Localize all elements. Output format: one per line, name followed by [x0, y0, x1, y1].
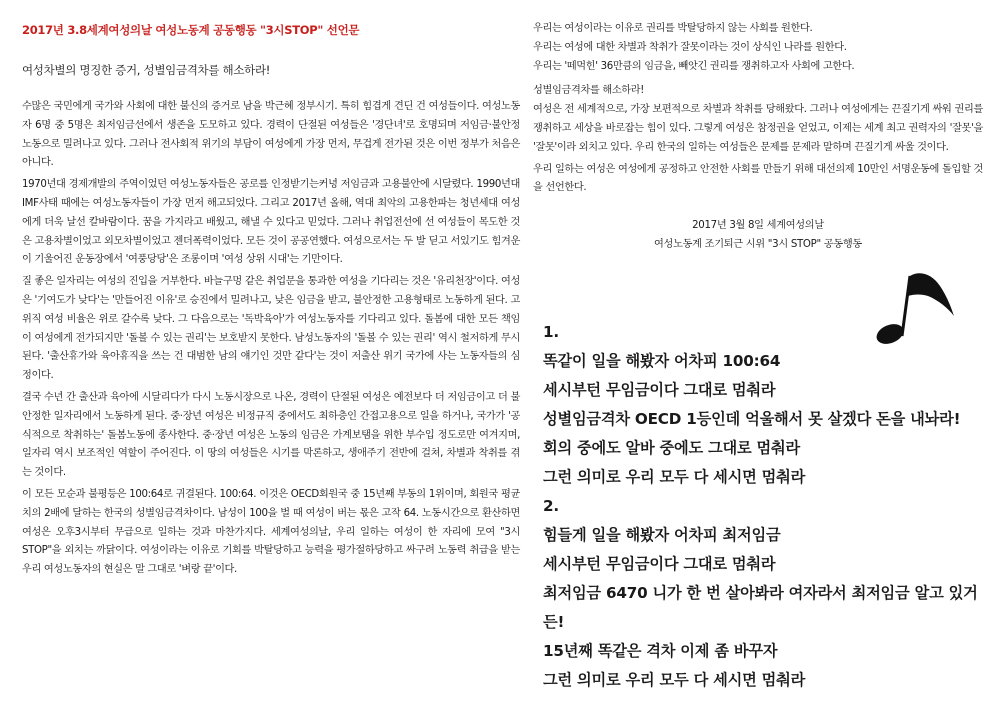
lyric-line: 힘들게 일을 해봤자 어차피 최저임금 [543, 526, 781, 544]
paragraph-1: 수많은 국민에게 국가와 사회에 대한 불신의 증거로 남을 박근혜 정부시기. 특히 힘겹게 견딘 건 여성들이다. 여성노동자 6명 중 5명은 최저임금선에서 생존을 도모하고 있다. 경력이 단절된 여성들은 '경단녀'로 호명되며 저임금·불안정 노동으로 밀려나고 있다. 그러나 전사회적 위기의 부담이 여성에게 가장 먼저, 무겁게 전가된 것은 이번 정부가 처음은 아니다. [22, 101, 520, 169]
demands-list [533, 20, 983, 76]
lyric-line: 그런 의미로 우리 모두 다 세시면 멈춰라 [543, 468, 806, 486]
lyric-line: 세시부턴 무임금이다 그대로 멈춰라 [543, 381, 776, 399]
paragraph-2: 1970년대 경제개발의 주역이었던 여성노동자들은 공로를 인정받기는커녕 저임금과 고용불안에 시달렸다. 1990년대 IMF사태 때에는 여성노동자들이 가장 먼저 해고되었다. 그리고 2017년 올해, 역대 최악의 고용한파는 청년세대 여성에게 더욱 날선 칼바람이다. 꿈을 가지라고 배웠고, 해낼 수 있다고 믿었다. 그러나 취업전선에 선 여성들이 목도한 것은 고용차별이었고 외모차별이었고 젠더폭력이었다. 모든 것이 공공연했다. 여성으로서는 두 발 딛고 서있기도 힘겨운 이 기울어진 운동장에서 '여풍당당'은 조롱이며 '여성 상위 시대'는 기만이다. [22, 179, 520, 266]
verse-2-number: 2. [543, 497, 559, 515]
signature [533, 216, 983, 254]
declaration-left-column [22, 22, 520, 583]
right-paragraph-2: 우리 일하는 여성은 여성에게 공정하고 안전한 사회를 만들기 위해 대선의제 10만인 서명운동에 돌입할 것을 선언한다. [533, 163, 983, 194]
lyric-line: 15년째 똑같은 격차 이제 좀 바꾸자 [543, 642, 778, 660]
document-title: 2017년 3.8세계여성의날 여성노동계 공동행동 "3시STOP" 선언문 [22, 23, 360, 37]
lyric-line: 회의 중에도 알바 중에도 그대로 멈춰라 [543, 439, 800, 457]
section-heading: 성별임금격차를 해소하라! [533, 85, 645, 97]
demand-line-3: 우리는 '떼먹힌' 36만큼의 임금을, 빼앗긴 권리를 쟁취하고자 사회에 고한다. [533, 60, 855, 72]
lyric-line: 그런 의미로 우리 모두 다 세시면 멈춰라 [543, 671, 806, 689]
paragraph-5: 이 모든 모순과 불평등은 100:64로 귀결된다. 100:64. 이것은 OECD회원국 중 15년째 부동의 1위이며, 회원국 평균치의 2배에 달하는 한국의 성별임금격차이다. 남성이 100을 벌 때 여성이 버는 몫은 고작 64. 노동시간으로 환산하면 여성은 오후3시부터 무급으로 일하는 것과 마찬가지다. 세계여성의날, 우리 일하는 여성이 한 자리에 모여 "3시 STOP"을 외치는 까닭이다. 여성이라는 이유로 기회를 박탈당하고 능력을 평가절하당하고 싸구려 노동력 취급을 받는 우리 여성노동자의 현실은 말 그대로 '벼랑 끝'이다. [22, 488, 520, 576]
paragraph-3: 질 좋은 일자리는 여성의 진입을 거부한다. 바늘구멍 같은 취업문을 통과한 여성을 기다리는 것은 '유리천장'이다. 여성은 '기여도가 낮다'는 '만들어진 이유'로 승진에서 밀려나고, 낮은 임금을 받고, 불안정한 고용형태로 노동하게 된다. 고위직 여성 비율은 위로 갈수록 낮다. 그 다음으로는 '독박육아'가 여성노동자를 기다리고 있다. 돌봄에 대한 모든 책임이 여성에게 전가되지만 '돌볼 수 있는 권리'는 보호받지 못한다. 남성노동자의 '돌볼 수 있는 권리' 역시 철저하게 무시된다. '출산휴가와 육아휴직을 쓰는 건 대범한 남의 얘기인 것만 같다'는 것이 저출산 위기 국가에 사는 노동자들의 심정이다. [22, 276, 520, 382]
lyric-line: 세시부턴 무임금이다 그대로 멈춰라 [543, 555, 776, 573]
document-subtitle: 여성차별의 명징한 증거, 성별임금격차를 해소하라! [22, 63, 271, 77]
verse-1-number: 1. [543, 323, 559, 341]
signature-organization: 여성노동계 조기퇴근 시위 "3시 STOP" 공동행동 [654, 239, 862, 251]
song-lyrics [543, 318, 993, 695]
paragraph-4: 결국 수년 간 출산과 육아에 시달리다가 다시 노동시장으로 나온, 경력이 단절된 여성은 예전보다 더 저임금이고 더 불안정한 일자리에서 노동하게 된다. 중·장년 여성은 비정규직 중에서도 최하층인 간접고용으로 일을 하거나, 국가가 '공식적으로 착취하는' 돌봄노동에 종사한다. 중·장년 여성은 노동의 임금은 가계보탬을 위한 부수입 정도로만 여겨지며, 일자리 역시 보조적인 역할이 주어진다. 이 땅의 여성들은 시기를 막론하고, 생애주기 전반에 걸쳐, 차별과 착취를 겪는 것이다. [22, 391, 520, 479]
signature-date: 2017년 3월 8일 세계여성의날 [692, 220, 824, 232]
demand-line-2: 우리는 여성에 대한 차별과 착취가 잘못이라는 것이 상식인 나라를 원한다. [533, 41, 847, 53]
lyric-line: 성별임금격차 OECD 1등인데 억울해서 못 살겠다 돈을 내놔라! [543, 410, 961, 428]
declaration-right-column [533, 20, 983, 254]
right-paragraph-1: 여성은 전 세계적으로, 가장 보편적으로 차별과 착취를 당해왔다. 그러나 여성에게는 끈질기게 싸워 권리를 쟁취하고 세상을 바로잡는 힘이 있다. 그렇게 여성은 참정권을 얻었고, 이제는 세계 최고 권력자의 '잘못'을 '잘못'이라 외치고 있다. 우리 한국의 일하는 여성들은 문제를 문제라 말하며 끈질기게 싸울 것이다. [533, 104, 983, 153]
lyric-line: 똑같이 일을 해봤자 어차피 100:64 [543, 352, 781, 370]
demand-line-1: 우리는 여성이라는 이유로 권리를 박탈당하지 않는 사회를 원한다. [533, 23, 813, 34]
lyric-line: 최저임금 6470 니가 한 번 살아봐라 여자라서 최저임금 알고 있거든! [543, 584, 978, 631]
